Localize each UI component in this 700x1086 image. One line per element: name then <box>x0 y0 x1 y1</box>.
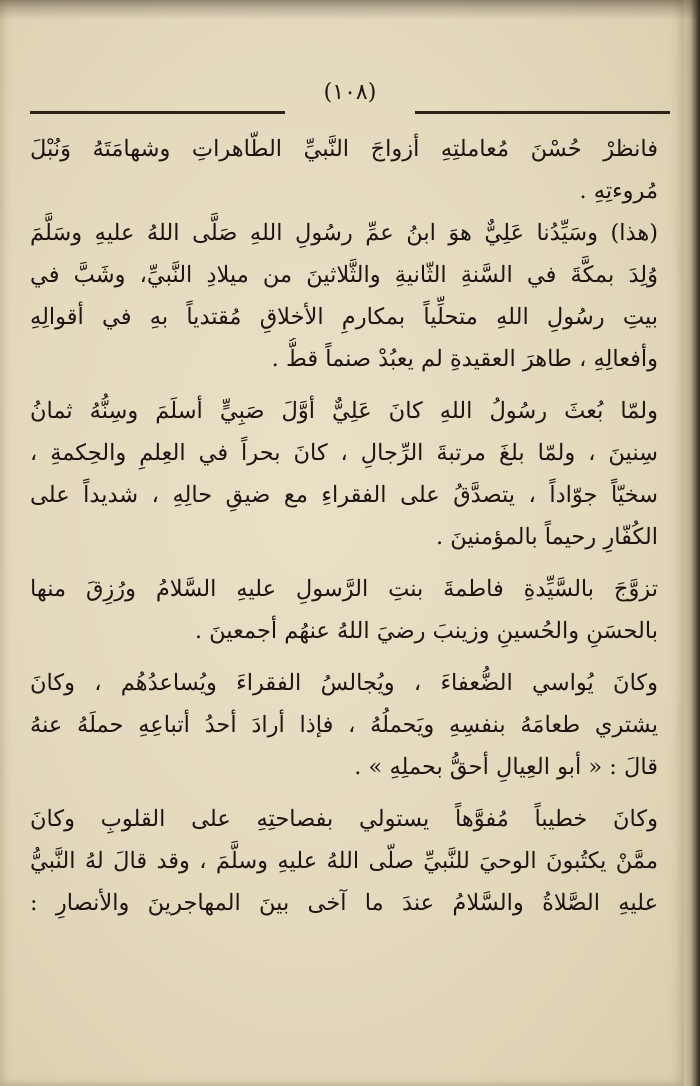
text-line: تزوَّجَ بالسَّيِّدةِ فاطمةَ بنتِ الرَّسولِ عليهِ السَّلامُ ورُزِقَ منها <box>30 576 658 602</box>
top-shadow <box>0 0 700 20</box>
header-rule-left <box>30 111 285 114</box>
paragraph-2 <box>30 212 658 380</box>
text-line: (هذا) وسَيِّدُنا عَلِيٌّ هوَ ابنُ عمِّ رسُولِ اللهِ صَلَّى اللهُ عليهِ وسَلَّمَ <box>30 220 658 246</box>
paragraph-3 <box>30 390 658 558</box>
text-line: وكانَ يُواسي الضُّعفاءَ ، ويُجالسُ الفقراءَ ويُساعدُهُم ، وكانَ <box>30 670 658 696</box>
text-line: ولمّا بُعثَ رسُولُ اللهِ كانَ عَلِيٌّ أوَّلَ صَبِيٍّ أسلَمَ وسِنُّهُ ثمانُ <box>30 398 658 424</box>
text-line: سِنينَ ، ولمّا بلغَ مرتبةَ الرِّجالِ ، كانَ بحراً في العِلمِ والحِكمةِ ، <box>30 440 658 466</box>
text-line: وكانَ خطيباً مُفوَّهاً يستولي بفصاحتِهِ على القلوبِ وكانَ <box>30 806 658 832</box>
text-line: سخيّاً جوّاداً ، يتصدَّقُ على الفقراءِ مع ضيقِ حالِهِ ، شديداً على <box>30 482 658 508</box>
text-line: بالحسَنِ والحُسينِ وزينبَ رضيَ اللهُ عنهُم أجمعينَ . <box>194 618 658 644</box>
text-line: بيتِ رسُولِ اللهِ متحلِّياً بمكارمِ الأخلاقِ مُقتدياً بهِ في أقوالِهِ <box>30 304 658 330</box>
paragraph-6 <box>30 798 658 924</box>
text-line: قالَ : « أبو العِيالِ أحقُّ بحملِهِ » . <box>354 754 658 780</box>
page-edge <box>684 0 700 1086</box>
text-line: وأفعالِهِ ، طاهرَ العقيدةِ لم يعبُدْ صنماً قطُّ . <box>271 346 658 372</box>
text-line: فانظرْ حُسْنَ مُعاملتِهِ أزواجَ النَّبيِّ الطّاهراتِ وشهامَتَهُ وَنُبْلَ <box>30 136 658 162</box>
text-line: مُروءتِهِ . <box>579 178 658 204</box>
header-rule-right <box>415 111 670 114</box>
text-line: ممَّنْ يكتُبونَ الوحيَ للنَّبيِّ صلّى اللهُ عليهِ وسلَّمَ ، وقد قالَ لهُ النَّبيُّ <box>30 848 658 874</box>
paragraph-4 <box>30 568 658 652</box>
text-line: وُلِدَ بمكَّةَ في السَّنةِ الثّانيةِ والثَّلاثينَ من ميلادِ النَّبيِّ، وشَبَّ في <box>30 262 658 288</box>
page-header <box>30 80 670 116</box>
paragraph-1 <box>30 128 658 212</box>
text-line: الكُفّارِ رحيماً بالمؤمنينَ . <box>435 524 658 550</box>
text-line: عليهِ الصَّلاةُ والسَّلامُ عندَ ما آخى بينَ المهاجرينَ والأنصارِ : <box>30 890 658 916</box>
page-number: (١٠٨) <box>323 80 377 105</box>
paragraph-5 <box>30 662 658 788</box>
text-line: يشتري طعامَهُ بنفسِهِ ويَحملُهُ ، فإذا أرادَ أحدُ أتباعِهِ حملَهُ عنهُ <box>30 712 658 738</box>
body-text <box>30 128 658 924</box>
